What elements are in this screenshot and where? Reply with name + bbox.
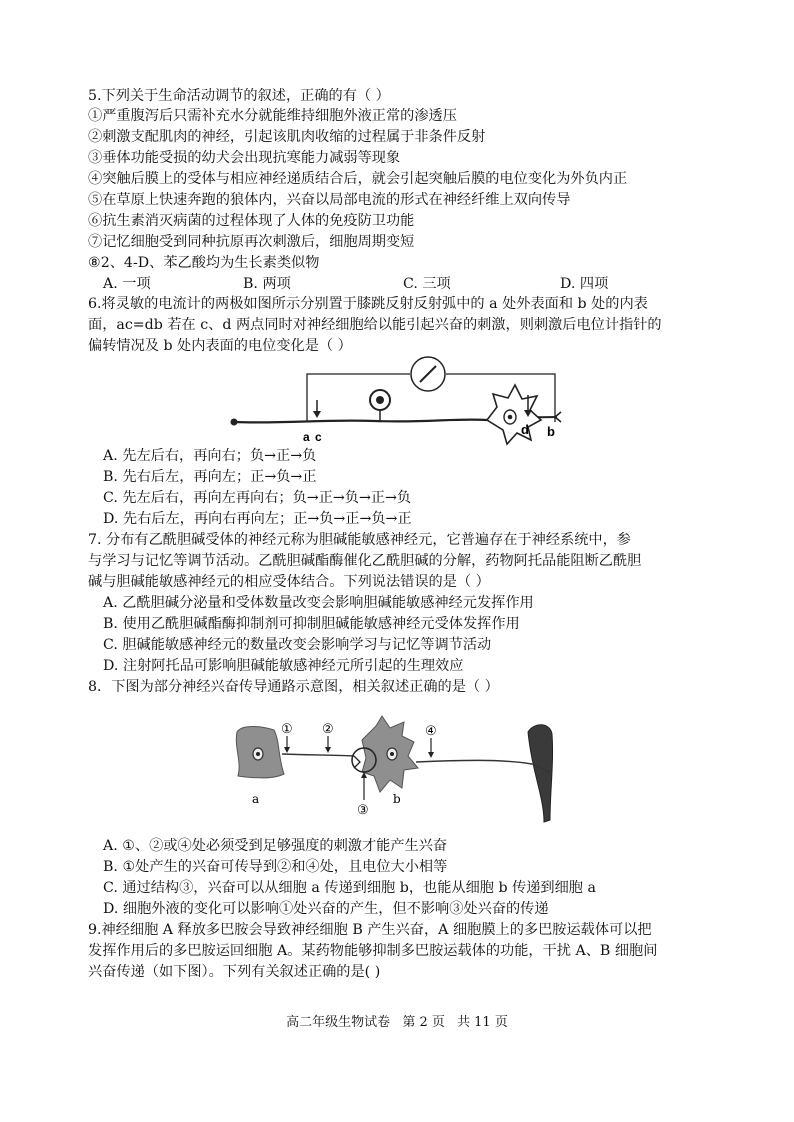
reflex-arc-figure (225, 352, 570, 447)
q5-option-b: B. 两项 (243, 276, 291, 292)
q6-stem-line-1: 6.将灵敏的电流计的两极如图所示分别置于膝跳反射反射弧中的 a 处外表面和 b 处的内表 (88, 296, 648, 312)
q6-option-c: C. 先左后右，再向左再向右；负→正→负→正→负 (103, 490, 412, 506)
q5-item-7: ⑦记忆细胞受到同种抗原再次刺激后，细胞周期变短 (88, 234, 415, 250)
q5-item-5: ⑤在草原上快速奔跑的狼体内，兴奋以局部电流的形式在神经纤维上双向传导 (88, 192, 571, 208)
q7-stem-line-1: 7. 分布有乙酰胆碱受体的神经元称为胆碱能敏感神经元，它普遍存在于神经系统中，参 (88, 532, 631, 548)
q7-option-d: D. 注射阿托品可影响胆碱能敏感神经元所引起的生理效应 (103, 658, 464, 674)
label-c: c (315, 430, 322, 444)
q5-stem: 5.下列关于生命活动调节的叙述，正确的有（ ） (88, 88, 390, 104)
q5-item-4: ④突触后膜上的受体与相应神经递质结合后，就会引起突触后膜的电位变化为外负内正 (88, 171, 628, 187)
q9-stem-line-3: 兴奋传递（如下图）。下列有关叙述正确的是( ) (88, 964, 381, 980)
footer-title: 高二年级生物试卷 (286, 1015, 391, 1030)
q5-item-6: ⑥抗生素消灭病菌的过程体现了人体的免疫防卫功能 (88, 213, 415, 229)
q8-option-c: C. 通过结构③，兴奋可以从细胞 a 传递到细胞 b，也能从细胞 b 传递到细胞 a (103, 880, 596, 896)
label-2: ② (322, 722, 334, 737)
page-footer (0, 1014, 794, 1032)
q6-stem-line-2: 面，ac=db 若在 c、d 两点同时对神经细胞给以能引起兴奋的刺激，则刺激后电位计指针的 (88, 317, 662, 333)
q7-option-b: B. 使用乙酰胆碱酯酶抑制剂可抑制胆碱能敏感神经元受体发挥作用 (103, 616, 520, 632)
q5-item-8: ⑧2、4-D、苯乙酸均为生长素类似物 (88, 255, 320, 271)
label-cell-a: a (252, 792, 260, 806)
q7-option-c: C. 胆碱能敏感神经元的数量改变会影响学习与记忆等调节活动 (103, 637, 492, 653)
footer-page-number: 第 2 页 (402, 1015, 445, 1030)
q7-option-a: A. 乙酰胆碱分泌量和受体数量改变会影响胆碱能敏感神经元发挥作用 (103, 595, 534, 611)
q7-stem-line-2: 与学习与记忆等调节活动。乙酰胆碱酯酶催化乙酰胆碱的分解，药物阿托品能阻断乙酰胆 (88, 553, 642, 569)
q9-stem-line-1: 9.神经细胞 A 释放多巴胺会导致神经细胞 B 产生兴奋，A 细胞膜上的多巴胺运载体可以把 (88, 922, 652, 938)
q8-option-d: D. 细胞外液的变化可以影响①处兴奋的产生，但不影响③处兴奋的传递 (103, 901, 549, 917)
q8-option-b: B. ①处产生的兴奋可传导到②和④处，且电位大小相等 (103, 859, 448, 875)
q6-option-d: D. 先右后左，再向右再向左；正→负→正→负→正 (103, 511, 412, 527)
label-3: ③ (357, 803, 369, 818)
label-a: a (303, 430, 310, 444)
label-4: ④ (425, 724, 437, 739)
label-1: ① (281, 722, 293, 737)
q5-item-2: ②刺激支配肌肉的神经，引起该肌肉收缩的过程属于非条件反射 (88, 129, 486, 145)
muscle-icon (528, 725, 553, 822)
q5-option-d: D. 四项 (560, 276, 609, 292)
q6-option-a: A. 先左后右，再向右；负→正→负 (103, 448, 317, 464)
q5-option-c: C. 三项 (403, 276, 451, 292)
neural-pathway-figure (232, 712, 567, 827)
q6-option-b: B. 先右后左，再向左；正→负→正 (103, 469, 317, 485)
label-cell-b: b (393, 792, 401, 806)
label-d: d (521, 422, 529, 437)
footer-total-pages: 共 11 页 (457, 1015, 508, 1030)
label-b: b (547, 424, 555, 439)
q8-stem: 8．下图为部分神经兴奋传导通路示意图，相关叙述正确的是（ ） (88, 679, 499, 695)
q9-stem-line-2: 发挥作用后的多巴胺运回细胞 A。某药物能够抑制多巴胺运载体的功能，干扰 A、B 细胞间 (88, 943, 658, 959)
q6-stem-line-3: 偏转情况及 b 处内表面的电位变化是（ ） (88, 338, 352, 354)
q5-item-1: ①严重腹泻后只需补充水分就能维持细胞外液正常的渗透压 (88, 108, 457, 124)
q5-item-3: ③垂体功能受损的幼犬会出现抗寒能力减弱等现象 (88, 150, 401, 166)
q7-stem-line-3: 碱与胆碱能敏感神经元的相应受体结合。下列说法错误的是（ ） (88, 574, 490, 590)
q8-option-a: A. ①、②或④处必须受到足够强度的刺激才能产生兴奋 (103, 838, 448, 854)
q5-option-a: A. 一项 (103, 276, 151, 292)
